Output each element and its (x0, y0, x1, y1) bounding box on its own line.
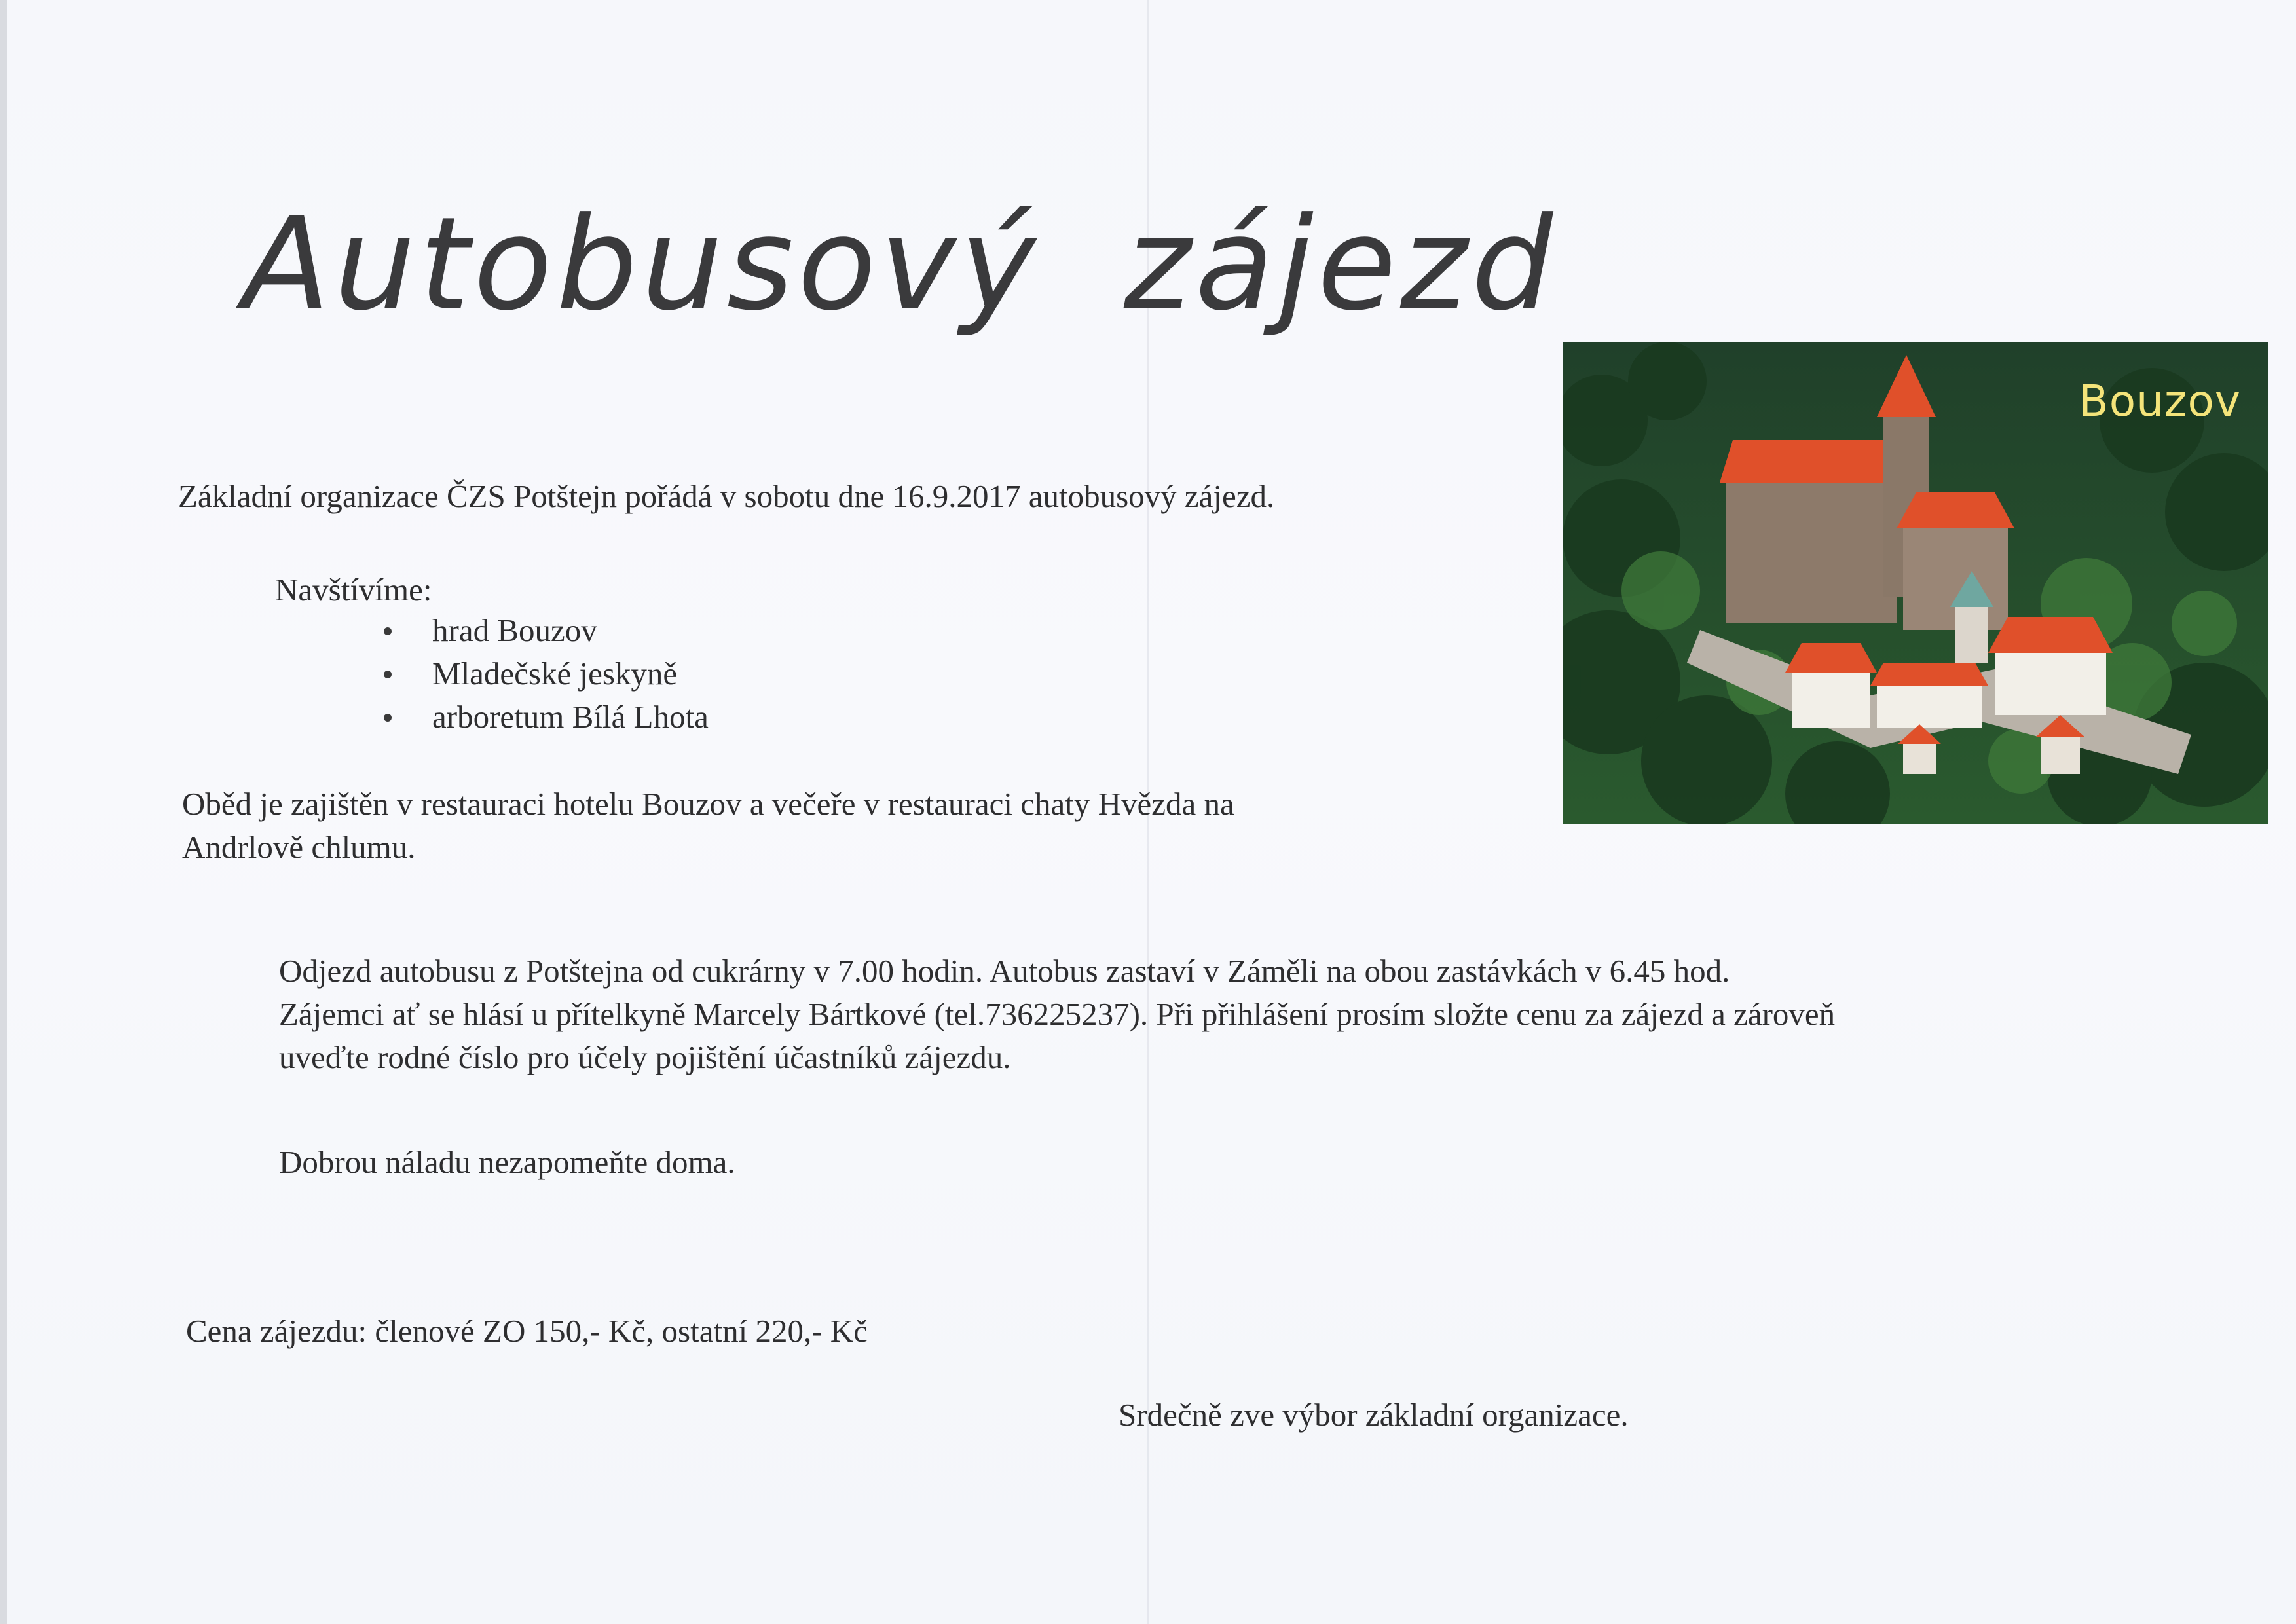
list-item (380, 652, 709, 695)
page-title: Autobusový zájezd (242, 190, 1557, 339)
castle-photo (1563, 342, 2268, 824)
visit-list (380, 609, 709, 739)
meals-line-2: Andrlově chlumu. (182, 829, 416, 865)
scan-edge (0, 0, 7, 1624)
signature-line: Srdečně zve výbor základní organizace. (1119, 1397, 1629, 1433)
photo-caption: Bouzov (2079, 376, 2241, 426)
list-item (380, 609, 709, 652)
list-item (380, 695, 709, 739)
departure-line-2: Zájemci ať se hlásí u přítelkyně Marcely Bártkové (tel.736225237). Při přihlášení prosím složte cenu za zájezd a zároveň (279, 996, 1836, 1032)
bullet-icon (384, 671, 392, 678)
departure-paragraph (279, 950, 1835, 1079)
intro-paragraph: Základní organizace ČZS Potštejn pořádá v sobotu dne 16.9.2017 autobusový zájezd. (178, 478, 1275, 514)
meals-paragraph (182, 783, 1234, 869)
price-line: Cena zájezdu: členové ZO 150,- Kč, ostatní 220,- Kč (186, 1313, 868, 1349)
visit-heading: Navštívíme: (275, 572, 432, 608)
list-item-label: hrad Bouzov (432, 612, 597, 648)
list-item-label: Mladečské jeskyně (432, 655, 678, 692)
meals-line-1: Oběd je zajištěn v restauraci hotelu Bouzov a večeře v restauraci chaty Hvězda na (182, 786, 1234, 822)
bullet-icon (384, 627, 392, 635)
departure-line-3: uveďte rodné číslo pro účely pojištění účastníků zájezdu. (279, 1039, 1011, 1075)
list-item-label: arboretum Bílá Lhota (432, 699, 709, 735)
departure-line-1: Odjezd autobusu z Potštejna od cukrárny v 7.00 hodin. Autobus zastaví v Záměli na obou zastávkách v 6.45 hod. (279, 953, 1730, 989)
mood-line: Dobrou náladu nezapomeňte doma. (279, 1144, 735, 1180)
bullet-icon (384, 714, 392, 722)
